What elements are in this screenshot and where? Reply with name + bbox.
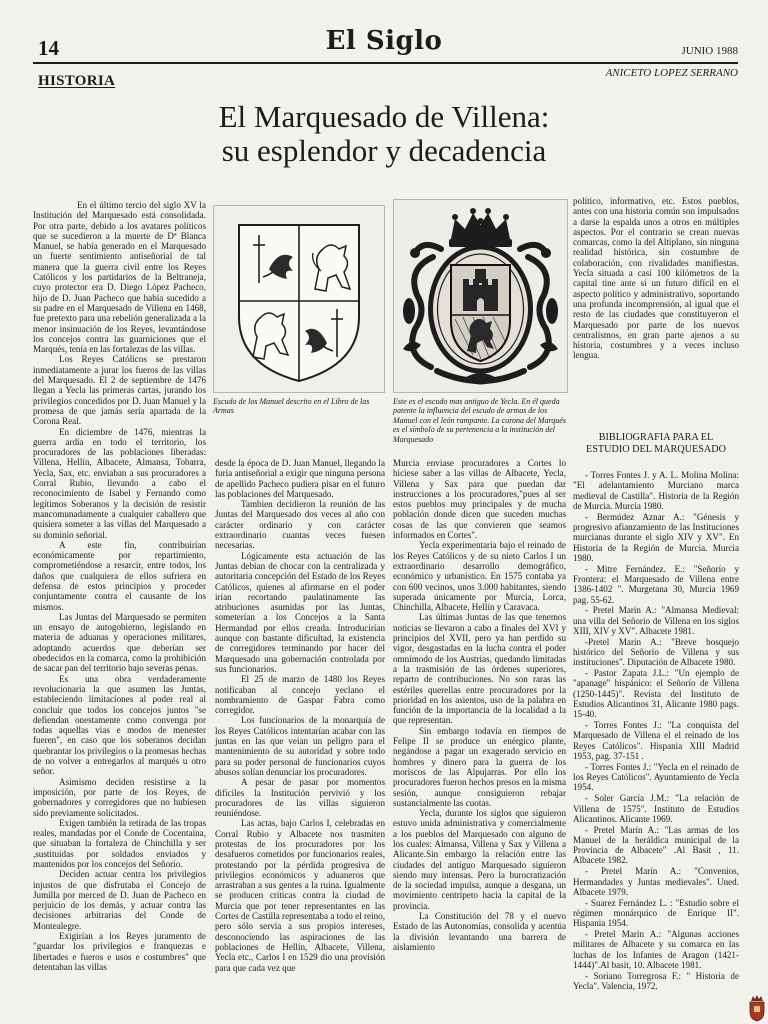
article-paragraph: Es una obra verdaderamente revolucionaria la que asumen las Juntas, estableciendo limitaciones al poder real al concluir que todos los concejos juntos "se defiendan onestamente como convenga por todas aquellas vias e modos de menester fueren", en caso que los soberanos decidan quebrantar los privilegios o la promesas hechas de no volver a entregarlos al marqués u otro señor. xyxy=(33,673,206,777)
article-paragraph: Yecla experimentaría bajo el reinado de los Reyes Católicos y de su nieto Carlos I un extraordinario desarrollo demográfico, económico y urbanístico. En 1575 contaba ya con 600 vecinos, unos 3.000 habitantes, siendo superada únicamente por Murcia, Lorca, Chinchilla, Albacete, Hellín y Caravaca. xyxy=(393,540,566,613)
article-paragraph: Los Reyes Católicos se prestaron inmediatamente a jurar los fueros de las villas del Marquesado. El 2 de septiembre de 1476 llegan a Yecla las primeras cartas, jurando los privilegios concedidos por D. Juan Manuel y la promesa de que jamás sería apartada de la Corona Real. xyxy=(33,354,206,427)
header-rule xyxy=(33,62,738,64)
issue-date: JUNIO 1988 xyxy=(681,45,738,57)
article-paragraph: Las últimas Juntas de las que tenemos noticias se llevaron a cabo a finales del XVI y principios del XVII, pero ya han perdido su vigor, desgastadas en la lucha contra el poder omnímodo de los Austrias, quedando limitadas a la trasmisión de las órdenes superiores, reparto de contribuciones. No son raras las estériles querellas entre procuradores por la prioridad en los asientos, uso de la palabra en función de la importancia de la localidad a la que representan. xyxy=(393,612,566,726)
article-column-4 xyxy=(573,196,739,361)
bibliography-heading-line: ESTUDIO DEL MARQUESADO xyxy=(586,444,726,455)
bibliography-item: - Pretel Marín A.: "Las armas de los Manuel de la heráldica municipal de la Provincia de Albacete" .Al Basit , 11. Albacete 1982. xyxy=(573,824,739,866)
bibliography-item: - Soriano Torregrosa F.: " Historia de Yecla". Valencia, 1972. xyxy=(573,970,739,992)
figure-manuel-arms xyxy=(213,205,385,393)
bibliography-item: - Bermúdez Aznar A.: "Génesis y progresivo afianzamiento de las Instituciones murcianas durante el siglo XIV y XV". En Historia de la Región de Murcia. Murcia 1980. xyxy=(573,511,739,563)
bibliography-item: - Mitre Fernández. E.: "Señorío y Frontera: el Marquesado de Villena entre 1386-1402 ". Murgetana 30, Murcia 1969 pag. 55-62. xyxy=(573,563,739,605)
section-label: HISTORIA xyxy=(38,73,116,89)
page-number: 14 xyxy=(38,36,59,60)
bibliography-item: -Pretel Marín A.: "Breve bosquejo histórico del Señorío de Villena y sus instituciones". Diputación de Albacete 1980. xyxy=(573,636,739,668)
bibliography-item: - Torres Fontes J.: "Yecla en el reinado de los Reyes Católicos". Ayuntamiento de Yecla 1954. xyxy=(573,761,739,793)
article-paragraph: En diciembre de 1476, mientras la guerra ardía en todo el territorio, los procuradores de las poblaciones liberadas: Villena, Hellín, Albacete, Almansa, Tobarra, Yecla, Sax, etc. enviaban a sus procuradores a Corral Rubio, llevando a cabo el reconocimiento de Isabel y Fernando como legítimos Soberanos y la decisión de resistir mancomunadamente a cualquier caballero que quisiera someter a las villas del Marquesado a su dominio señorial. xyxy=(33,426,206,540)
manuel-coat-of-arms-icon xyxy=(213,205,385,393)
bibliography-item: - Pretel Marín A.: "Convenios, Hermandades y Juntas medievales". Uned. Albacete 1979. xyxy=(573,866,739,897)
figure-caption: Escudo de los Manuel descrito en el Libro de las Armas xyxy=(213,397,370,416)
article-paragraph: Los funcionarios de la monarquía de los Reyes Católicos intentarían acabar con las juntas en las que veían un peligro para el mantenimiento de su autoridad y sobre todo para su poder personal de funcionarios cuyos abusos solían denunciar los procuradores. xyxy=(215,715,385,777)
headline-line-2: su esplendor y decadencia xyxy=(221,133,547,168)
article-paragraph: A este fin, contribuirían económicamente por repartimiento, comprometiéndose a resarcir, entre todos, los daños que cualquiera de ellos sufriera en defensa de estos principios y proceder conjuntamente contra el causante de los mismos. xyxy=(33,539,206,612)
article-paragraph: Las actas, bajo Carlos I, celebradas en Corral Rubio y Albacete nos trasmiten protestas de los procuradores por los desafueros cometidos por funcionarios reales, protestando por la pérdida progresiva de privilegios económicos y aduaneros que arrastraban a sus gentes a la ruina. Igualmente se producen críticas contra la ciudad de Murcia que por tener representantes en las Cortes de Castilla representaba a todo el reino, pero sólo servía a sus propios intereses, desconociendo las aspiraciones de las poblaciones de Hellín, Albacete, Villena, Yecla etc., Carlos I en 1529 dio una provisión para que cada vez que xyxy=(215,818,385,973)
article-paragraph: Exigen también la retirada de las tropas reales, mandadas por el Conde de Cocentaina, que situaban la fortaleza de Chinchilla y ser ,sustituidas por soldados enviados y mantenidos por los concejos del Señorío. xyxy=(33,817,206,869)
bibliography-item: - Suarez Fernández L. : "Estudio sobre el régimen monárquico de Enrique II". Hispania 1954. xyxy=(573,897,739,929)
article-column-2 xyxy=(215,458,385,973)
bibliography-heading xyxy=(573,432,739,456)
bibliography-heading-line: BIBLIOGRAFIA PARA EL xyxy=(598,432,714,443)
article-column-3 xyxy=(393,458,566,952)
headline-line-1: El Marquesado de Villena: xyxy=(218,99,550,134)
article-column-1 xyxy=(33,200,206,972)
archive-crest-icon xyxy=(748,994,766,1022)
article-paragraph: Lógicamente esta actuación de las Juntas debían de chocar con la centralizada y autoritaria concepción del Estado de los Reyes Católicos, quienes al afirmarse en el poder irían recortando paulatinamente las atribuciones asumidas por las Juntas, someterían a los Concejos a la Santa Hermandad por ellos creada. Introducirían aunque con bastante dificultad, la existencia de corregidores terminando por hacer del Marquesado una gobernación controlada por sus funcionarios. xyxy=(215,550,385,674)
bibliography-item: - Pretel Marín A.: "Algunas acciones militares de Albacete y su comarca en las luchas de los Infantes de Aragon (1421-1444)".Al basit, 10. Albacete 1981. xyxy=(573,929,739,970)
article-paragraph: político, informativo, etc. Estos pueblos, antes con una historia común son impulsados a darse la espalda unos a otros en múltiples aspectos. Por el contrario se crean nuevas comarcas, como la del Altiplano, sin ninguna realidad histórica, sin costumbre de colaboración, con rivalidades manifiestas. Yecla situada a casi 100 kilómetros de la capital tine ante sí un futuro difícil en el aspecto político y administrativo, soportando una profunda incomprensión, al igual que el resto de las ciudades que constituyeron el Marquesado por parte de los nuevos centralismos, en gran parte ajenos a su historia, costumbres y a veces incluso lengua. xyxy=(573,196,739,361)
article-paragraph: A pesar de pasar por momentos difíciles la Institución pervivió y los procuradores de las villas siguieron reuniéndose. xyxy=(215,777,385,819)
bibliography-list xyxy=(573,470,739,992)
figure-caption: Este es el escudo mas antiguo de Yecla. En él queda patente la influencia del escudo de armas de los Manuel con el león rampante. La corona del Marqués es el símbolo de su pertenencia a la institución del Marquesado xyxy=(393,397,566,444)
article-paragraph: Las Juntas del Marquesado se permiten un ensayo de autogobierno, legislando en materia de aduanas y operaciones militares, adoptando acuerdos que deberían ser obedecidos en la comarca, como la prohibición de sacar pan del territorio bajo severas penas. xyxy=(33,611,206,674)
article-paragraph: Sin embargo todavía en tiempos de Felipe II se produce un enérgico plante, negándose a pagar un exagerado servicio en hombres y dinero para la guerra de los moriscos de las Alpujarras. Por ello los procuradores fueron hechos presos en la misma sesión, aunque consiguieron rebajar sustancialmente las cuotas. xyxy=(393,725,566,808)
author-byline: ANICETO LOPEZ SERRANO xyxy=(605,67,738,79)
bibliography-item: - Pretel Marín A.: "Almansa Medieval: una villa del Señorío de Villena en los siglos XIII, XIV y XV". Albacete 1981. xyxy=(573,605,739,636)
article-paragraph: Yecla, durante los siglos que siguieron estuvo unida administrativa y comercialmente a los pueblos del Marquesado con alguno de los cuales: Almansa, Villena y Sax y Villena a Alicante.Sin embargo la relación entre las ciudades del antiguo Marquesado siguieron siendo muy intensas. Pero la burocratización de la sociedad impulsa, aunque a desgana, un movimiento centrípeto hacia la capital de la provincia. xyxy=(393,808,566,911)
article-paragraph: desde la época de D. Juan Manuel, llegando la furia antiseñorial a exigir que ninguna persona de apellido Pacheco pudiera pisar en el futuro las poblaciones del Marquesado. xyxy=(215,458,385,499)
article-paragraph: El 25 de marzo de 1480 los Reyes notificaban al concejo yeclano el nombramiento de Gaspar Fabra como corregidor. xyxy=(215,674,385,716)
article-paragraph: Murcia enviase procuradores a Cortes lo hiciese saber a las villas de Albacete, Yecla, Villena y Sax para que puedan dar instrucciones a los procuradores,"pues al ser estos pueblos muy principales y de mucha población donde dicen que suceden muchas cosas de las que convieren que seamos informados en Cortes". xyxy=(393,458,566,541)
article-paragraph: La Constitución del 78 y el nuevo Estado de las Autonomías, consolida y acentúa la división levantando una barrera de aislamiento xyxy=(393,911,566,952)
bibliography-item: - Torres Fontes J. y A. L. Molina Molina: "El adelantamiento Murciano marca medieval de Castilla". Historia de la Región de Murcia. Murcia 1980. xyxy=(573,470,739,511)
newspaper-masthead: El Siglo xyxy=(325,26,443,56)
article-paragraph: En el último tercio del siglo XV la Institución del Marquesado está consolidada. Por otra parte, debido a los avatares políticos que se sucedieron a la muerte de Dª Blanca Manuel, se había generado en el Marquesado un fuerte sentimiento antiseñorial de tal manera que la guerra civil entre los Reyes Católicos y los partidarios de la Beltraneja, cuyo protector era D. Diego López Pacheco, hijo de D. Juan Pacheco que había sucedido a su padre en el Marquesado de Villena en 1468, fue pretexto para una rebelión generalizada a la menor insinuación de los Reyes, levantándose los concejos contra las guarniciones que el Marqués, tenía en las fortalezas de las villas. xyxy=(33,200,206,355)
bibliography-item: - Pastor Zapata J.L.: "Un ejemplo de "apanage" hispánico: el Señorío de Villena (1250-1445)". Revista del Instituto de Estudios Alicantinos 31, Alicante 1980 pags. 15-40. xyxy=(573,668,739,720)
figure-yecla-arms xyxy=(393,199,568,393)
article-paragraph: Tambien decidieron la reunión de las Juntas del Marquesado dos veces al año con carácter ordinario y con carácter extraordinario cuantas veces fuesen necesarias. xyxy=(215,499,385,551)
article-paragraph: Exigirían a los Reyes juramento de "guardar los privilegios e franquezas e libertades e fueros e usos e costumbres" que detentaban las villas xyxy=(33,931,206,972)
article-paragraph: Deciden actuar centra los privilegios injustos de que disfrutaba el Concejo de Jumilla por merced de D. Juan de Pacheco en perjuicio de los demás, y actuar contra las decisiones arbitrarias del Conde de Montealegre. xyxy=(33,869,206,931)
bibliography-item: - Soler García J.M.: "La relación de Villena de 1575". Instituto de Estudios Alicantinos. Alicante 1969. xyxy=(573,793,739,824)
bibliography-item: - Torres Fontes J.: "La conquista del Marquesado de Villena el el reinado de los Reyes Católicos". Hispania XIII Madrid 1953, pag. 37-151 . xyxy=(573,720,739,762)
yecla-coat-of-arms-icon xyxy=(393,199,568,393)
article-paragraph: Asimismo deciden resistirse a la imposición, por parte de los Reyes, de gobernadores y corregidores que no hubiesen sido previamente solicitados. xyxy=(33,776,206,818)
